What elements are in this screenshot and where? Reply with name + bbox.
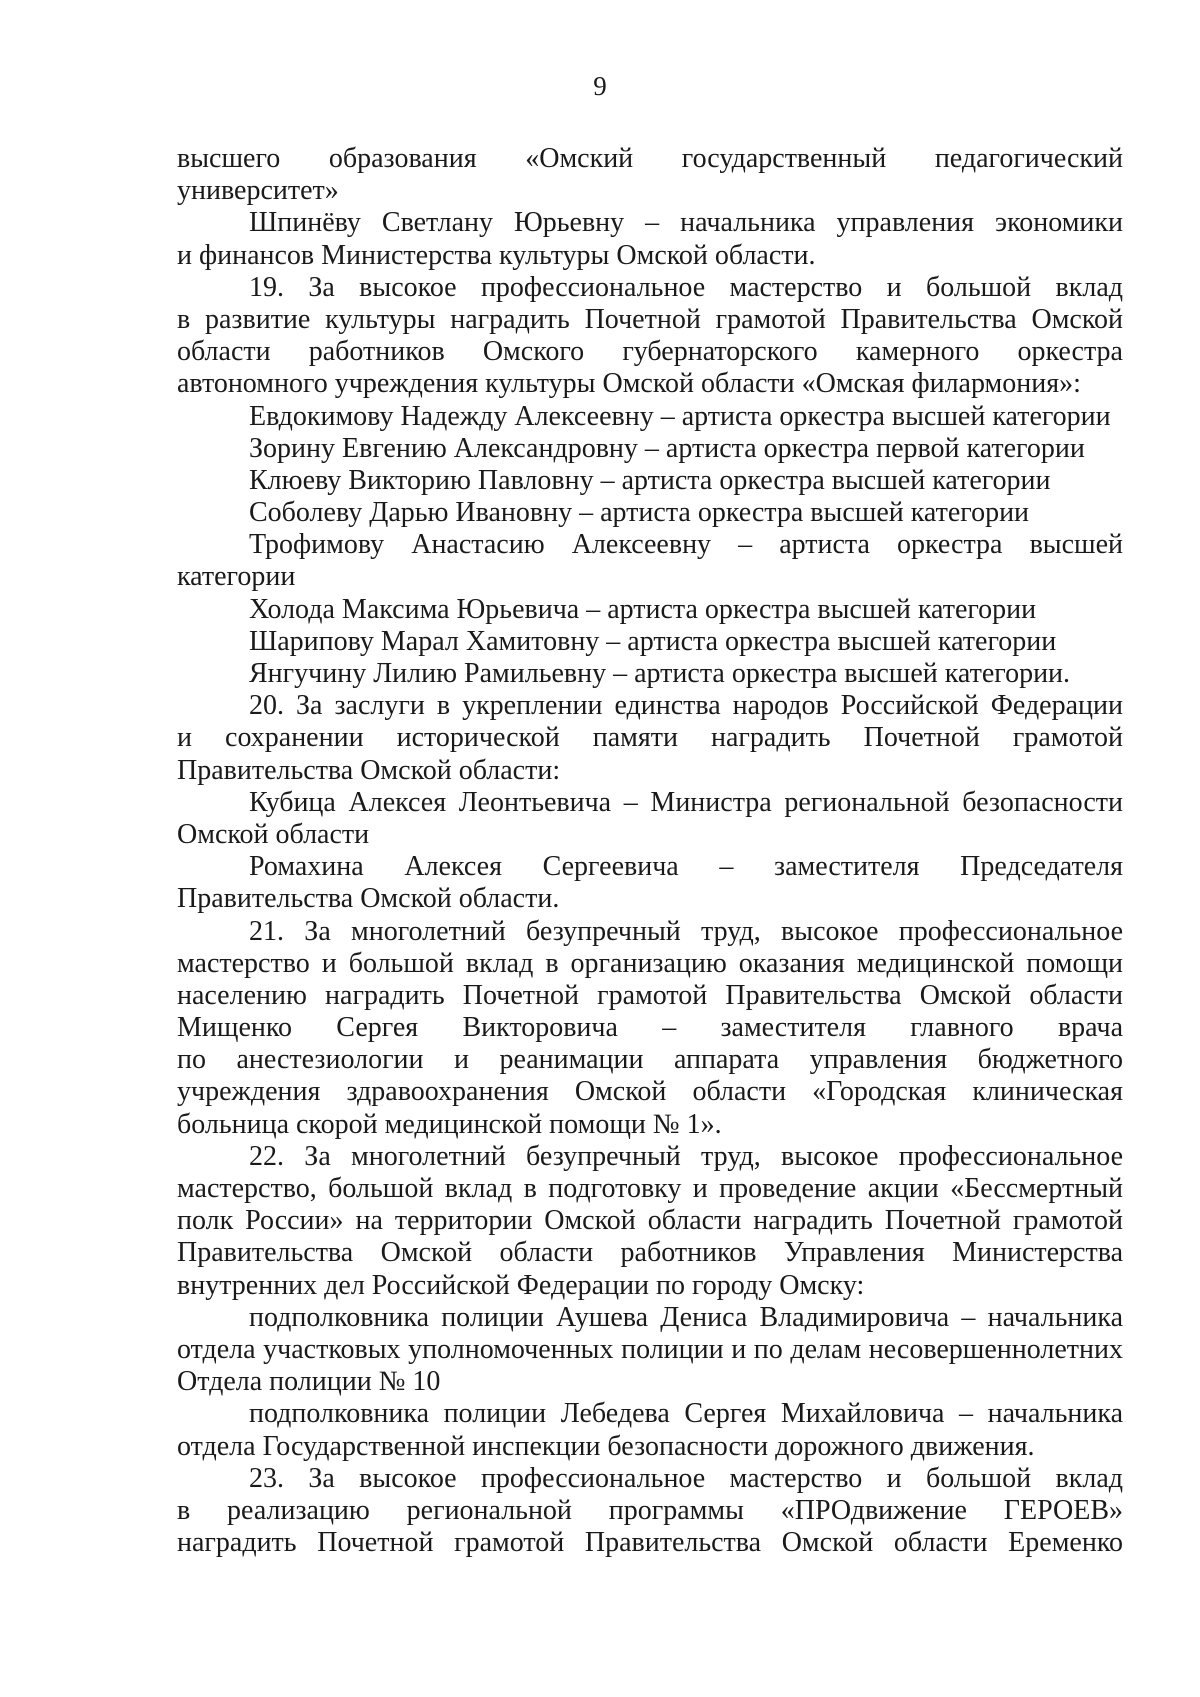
text-line: 19. За высокое профессиональное мастерство и большой вклад: [249, 271, 1123, 303]
text-line: мастерство и большой вклад в организацию оказания медицинской помощи: [177, 947, 1123, 979]
text-line: по анестезиологии и реанимации аппарата управления бюджетного: [177, 1044, 1123, 1076]
text-line: мастерство, большой вклад в подготовку и проведение акции «Бессмертный: [177, 1173, 1123, 1204]
text-line: Зорину Евгению Александровну – артиста оркестра первой категории: [249, 432, 1085, 464]
text-line: Правительства Омской области.: [177, 883, 560, 915]
page-number: 9: [593, 71, 607, 101]
text-line: отдела участковых уполномоченных полиции и по делам несовершеннолетних: [177, 1333, 1123, 1365]
text-line: населению наградить Почетной грамотой Правительства Омской области: [177, 979, 1123, 1011]
text-line: области работников Омского губернаторского камерного оркестра: [177, 336, 1123, 368]
text-line: Трофимову Анастасию Алексеевну – артиста оркестра высшей: [249, 529, 1123, 561]
text-line: Янгучину Лилию Рамильевну – артиста оркестра высшей категории.: [249, 658, 1071, 689]
text-line: 20. За заслуги в укреплении единства народов Российской Федерации: [249, 690, 1123, 722]
text-line: в развитие культуры наградить Почетной грамотой Правительства Омской: [177, 303, 1123, 335]
text-line: Правительства Омской области:: [177, 754, 561, 786]
text-line: Соболеву Дарью Ивановну – артиста оркестра высшей категории: [249, 497, 1030, 529]
text-line: отдела Государственной инспекции безопасности дорожного движения.: [177, 1430, 1035, 1462]
text-line: подполковника полиции Лебедева Сергея Михайловича – начальника: [249, 1398, 1123, 1430]
text-line: внутренних дел Российской Федерации по городу Омску:: [177, 1269, 865, 1301]
text-line: и финансов Министерства культуры Омской области.: [177, 239, 816, 271]
text-line: учреждения здравоохранения Омской области «Городская клиническая: [177, 1076, 1123, 1108]
text-line: Шарипову Марал Хамитовну – артиста оркестра высшей категории: [249, 625, 1057, 657]
text-line: больница скорой медицинской помощи № 1».: [177, 1108, 722, 1140]
text-line: категории: [177, 561, 296, 593]
text-line: Мищенко Сергея Викторовича – заместителя главного врача: [177, 1012, 1123, 1044]
text-line: Отдела полиции № 10: [177, 1366, 441, 1398]
text-line: Ромахина Алексея Сергеевича – заместителя Председателя: [249, 851, 1123, 883]
text-line: 23. За высокое профессиональное мастерство и большой вклад: [249, 1462, 1123, 1494]
text-line: в реализацию региональной программы «ПРОдвижение ГЕРОЕВ»: [177, 1494, 1123, 1526]
text-line: высшего образования «Омский государственный педагогический: [177, 143, 1123, 174]
document-body: [177, 143, 1123, 1559]
text-line: 22. За многолетний безупречный труд, высокое профессиональное: [249, 1140, 1123, 1172]
text-line: Правительства Омской области работников Управления Министерства: [177, 1237, 1123, 1269]
text-line: автономного учреждения культуры Омской области «Омская филармония»:: [177, 368, 1081, 400]
text-line: наградить Почетной грамотой Правительства Омской области Еременко: [177, 1527, 1123, 1559]
text-line: Кубица Алексея Леонтьевича – Министра региональной безопасности: [249, 786, 1123, 818]
text-line: Евдокимову Надежду Алексеевну – артиста оркестра высшей категории: [249, 400, 1111, 432]
text-line: Холода Максима Юрьевича – артиста оркестра высшей категории: [249, 593, 1037, 625]
text-line: Клюеву Викторию Павловну – артиста оркестра высшей категории: [249, 464, 1051, 496]
text-line: и сохранении исторической памяти наградить Почетной грамотой: [177, 722, 1123, 754]
text-line: 21. За многолетний безупречный труд, высокое профессиональное: [249, 915, 1123, 947]
text-line: полк России» на территории Омской области наградить Почетной грамотой: [177, 1205, 1123, 1237]
text-line: подполковника полиции Аушева Дениса Владимировича – начальника: [249, 1301, 1123, 1333]
text-line: Омской области: [177, 818, 370, 850]
text-line: Шпинёву Светлану Юрьевну – начальника управления экономики: [249, 207, 1123, 239]
text-line: университет»: [177, 175, 339, 207]
